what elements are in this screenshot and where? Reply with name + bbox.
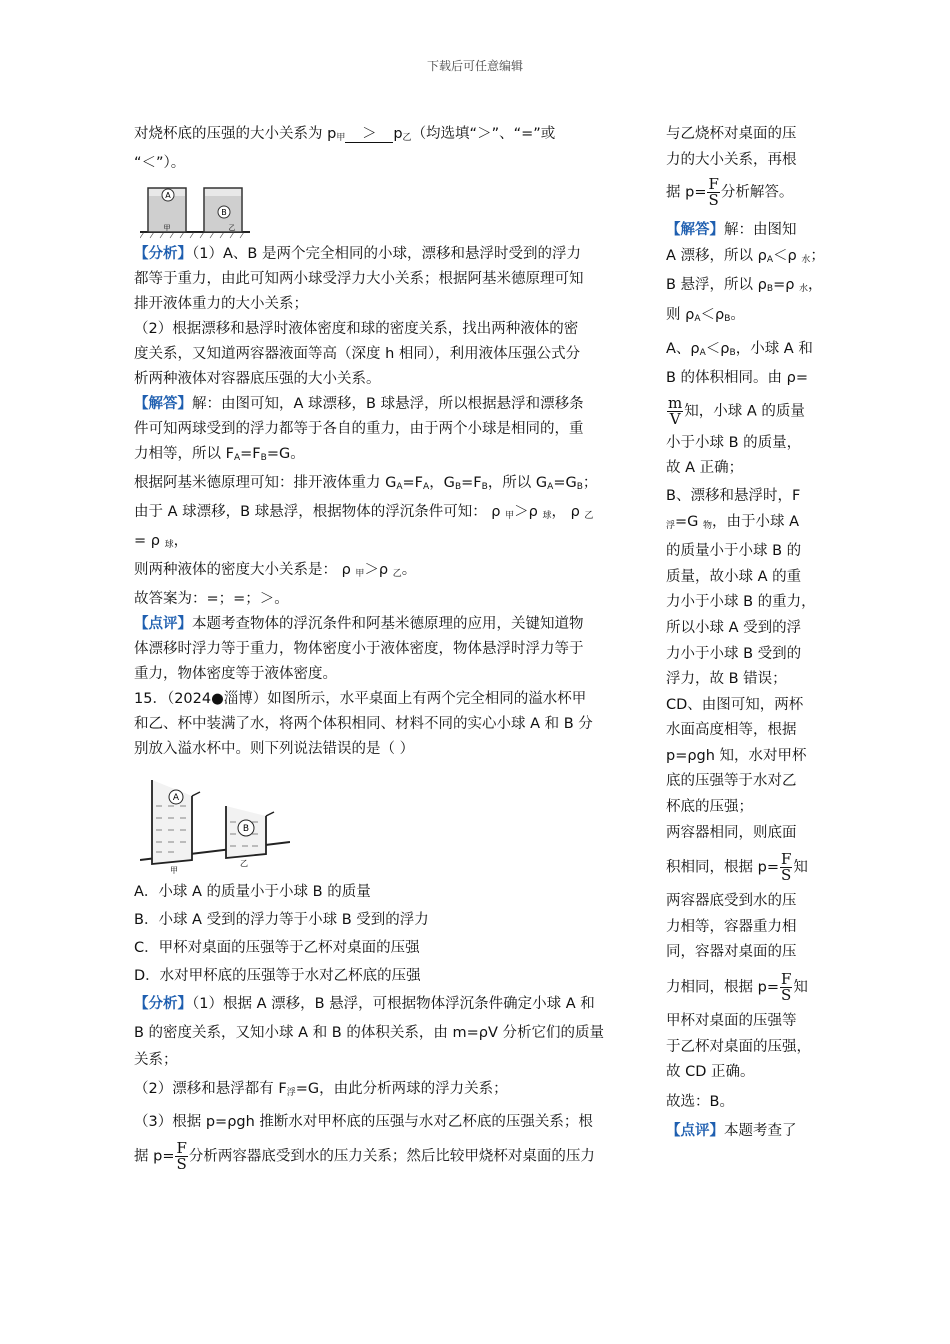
side-answer-line: B 的体积相同。由 ρ=: [666, 370, 809, 387]
fig2-label-yi: 乙: [240, 859, 248, 868]
side-answer-line: 质量，故小球 A 的重: [666, 568, 802, 585]
side-answer-line: 小于小球 B 的质量，: [666, 434, 802, 451]
fig1-label-a: A: [165, 191, 171, 200]
side-answer-line: 水面高度相等，根据: [666, 722, 797, 739]
analysis2-line: （2）漂移和悬浮都有 $F_浮=G$，由此分析两球的浮力关系；: [134, 1081, 508, 1098]
analysis-line: （2）根据漂移和悬浮时液体密度和球的密度关系，找出两种液体的密: [134, 321, 579, 337]
side-answer-line: CD、由图可知，两杯: [666, 696, 804, 713]
side-answer-line: 故选：B。: [666, 1093, 734, 1110]
side-answer-line: A 漂移，所以 $\rho_A<\rho$ $_水$；: [666, 247, 825, 265]
side-answer-line: 则 $\rho_A<\rho_B$。: [666, 306, 745, 324]
question-line: 别放入溢水杯中。则下列说法错误的是（ ）: [134, 741, 415, 757]
analysis2-line: （3）根据 p=ρgh 推断水对甲杯底的压强与水对乙杯底的压强关系；根: [134, 1114, 593, 1130]
analysis-line: 排开液体重力的大小关系；: [134, 296, 308, 312]
side-answer-line: 底的压强等于水对乙: [666, 773, 797, 790]
side-answer-line: p=ρgh 知，水对甲杯: [666, 747, 807, 764]
answer-line: 力相等，所以 $F_A=F_B=G$。: [134, 446, 305, 463]
analysis-line: 度关系，又知道两容器液面等高（深度 h 相同），利用液体压强公式分: [134, 346, 581, 362]
option-d: D．水对甲杯底的压强等于水对乙杯底的压强: [134, 968, 421, 984]
pressure-fraction: $\frac{F}{S}$: [780, 970, 792, 1005]
answer-blank: ＞: [345, 126, 393, 143]
side-answer-line: $\frac{m}{V}$ 知，小球 A 的质量: [668, 393, 805, 428]
side-answer-line: 故 CD 正确。: [666, 1064, 755, 1081]
analysis2-tag: 【分析】: [134, 996, 192, 1012]
side-answer-line: 于乙杯对桌面的压强，: [666, 1038, 811, 1055]
option-c: C．甲杯对桌面的压强等于乙杯对桌面的压强: [134, 940, 420, 956]
intro-line-1: 对烧杯底的压强的大小关系为 $p_甲 > p_乙$（均选填“＞”、“=”或: [134, 126, 556, 143]
comment-tag: 【点评】: [134, 616, 192, 632]
overflow-cups-figure: [140, 776, 290, 876]
fig1-label-jia: 甲: [163, 224, 171, 232]
analysis-line: 析两种液体对容器底压强的大小关系。: [134, 371, 381, 387]
side-answer-line: $_浮$=G $_物$，由于小球 A: [666, 513, 800, 531]
side-line: 力的大小关系，再根: [666, 151, 797, 168]
page-header: 下载后可任意编辑: [426, 59, 523, 73]
side-answer-line: 同，容器对桌面的压: [666, 944, 797, 961]
answer-line: 则两种液体的密度大小关系是： ρ $_甲$＞ρ $_乙$。: [134, 562, 417, 579]
side-answer-line: 两容器底受到水的压: [666, 893, 797, 910]
side-answer-line: 杯底的压强；: [666, 799, 753, 816]
fig1-label-yi: 乙: [228, 224, 236, 232]
pressure-fraction: $\frac{F}{S}$: [176, 1139, 187, 1173]
side-answer-line: 的质量小于小球 B 的: [666, 543, 802, 560]
side-answer-line: 力相同，根据 p= $\frac{F}{S}$ 知: [666, 970, 808, 1005]
fig1-label-b: B: [221, 208, 227, 217]
side-answer-line: B 悬浮，所以 $\rho_B=\rho$ $_水$，: [666, 277, 823, 295]
side-answer-line: 故 A 正确；: [666, 460, 744, 477]
intro-line-2: “＜”）。: [134, 155, 186, 171]
analysis2-line: 关系；: [134, 1052, 178, 1068]
side-answer-line: A、$\rho_A<\rho_B$，小球 A 和: [666, 340, 813, 358]
side-answer-line: 积相同，根据 p= $\frac{F}{S}$ 知: [666, 850, 808, 885]
analysis-line: 【分析】（1）A、B 是两个完全相同的小球，漂移和悬浮时受到的浮力: [134, 246, 581, 262]
fig2-label-jia: 甲: [170, 866, 178, 875]
side-line: 与乙烧杯对桌面的压: [666, 126, 797, 142]
side-answer-line: B、漂移和悬浮时，F: [666, 487, 801, 504]
comment-line: 体漂移时浮力等于重力，物体密度小于液体密度，物体悬浮时浮力等于: [134, 641, 584, 657]
side-comment-line: 【点评】本题考查了: [666, 1123, 797, 1140]
question-line: 和乙、杯中装满了水，将两个体积相同、材料不同的实心小球 A 和 B 分: [134, 716, 593, 732]
answer-line: 故答案为：=；=；＞。: [134, 591, 289, 607]
density-fraction: $\frac{m}{V}$: [668, 393, 683, 428]
side-column: [666, 122, 834, 1145]
answer-line: = ρ $_球$，: [134, 533, 189, 550]
analysis-tag: 【分析】: [134, 246, 192, 262]
analysis2-line: B 的密度关系，又知小球 A 和 B 的体积关系，由 m=ρV 分析它们的质量: [134, 1025, 604, 1041]
side-answer-line: 甲杯对桌面的压强等: [666, 1013, 797, 1030]
answer-tag: 【解答】: [134, 396, 192, 412]
analysis2-line: 据 p= $\frac{F}{S}$ 分析两容器底受到水的压力关系；然后比较甲烧杯对桌面的压力: [134, 1139, 595, 1173]
pressure-fraction: $\frac{F}{S}$: [708, 175, 719, 210]
main-column: [134, 122, 658, 1172]
side-answer-line: 力小于小球 B 受到的: [666, 645, 802, 662]
answer-line: 根据阿基米德原理可知：排开液体重力 $G_A=F_A$，$G_B=F_B$，所以 $G_A=G_B$；: [134, 475, 598, 492]
analysis-line: 都等于重力，由此可知两小球受浮力大小关系；根据阿基米德原理可知: [134, 271, 584, 287]
comment-line: 重力，物体密度等于液体密度。: [134, 666, 337, 682]
comment-line: 【点评】本题考查物体的浮沉条件和阿基米德原理的应用，关键知道物: [134, 616, 584, 632]
answer-line: 由于 A 球漂移，B 球悬浮，根据物体的浮沉条件可知： ρ $_甲$＞ρ $_球$， ρ $_乙$: [134, 504, 594, 521]
side-answer-line: 浮力，故 B 错误；: [666, 671, 787, 688]
side-answer-tag: 【解答】: [666, 222, 724, 239]
side-answer-line: 两容器相同，则底面: [666, 824, 797, 841]
side-line: 据 p= $\frac{F}{S}$ 分析解答。: [666, 175, 794, 210]
question-line: 15．（2024●淄博）如图所示，水平桌面上有两个完全相同的溢水杯甲: [134, 691, 587, 707]
analysis2-line: 【分析】（1）根据 A 漂移，B 悬浮，可根据物体浮沉条件确定小球 A 和: [134, 996, 595, 1012]
option-b: B．小球 A 受到的浮力等于小球 B 受到的浮力: [134, 912, 429, 928]
side-comment-tag: 【点评】: [666, 1123, 724, 1140]
side-answer-line: 力相等，容器重力相: [666, 918, 797, 935]
side-answer-line: 所以小球 A 受到的浮: [666, 619, 802, 636]
side-answer-line: 力小于小球 B 的重力，: [666, 594, 816, 611]
fig2-label-b: B: [242, 824, 250, 834]
option-a: A．小球 A 的质量小于小球 B 的质量: [134, 884, 371, 900]
pressure-fraction: $\frac{F}{S}$: [780, 850, 792, 885]
answer-line: 件可知两球受到的浮力都等于各自的重力，由于两个小球是相同的，重: [134, 421, 584, 437]
answer-line: 【解答】解：由图可知，A 球漂移，B 球悬浮，所以根据悬浮和漂移条: [134, 396, 584, 412]
fig2-label-a: A: [172, 793, 180, 803]
beakers-figure: [140, 182, 250, 240]
side-answer-line: 【解答】解：由图知: [666, 222, 797, 239]
